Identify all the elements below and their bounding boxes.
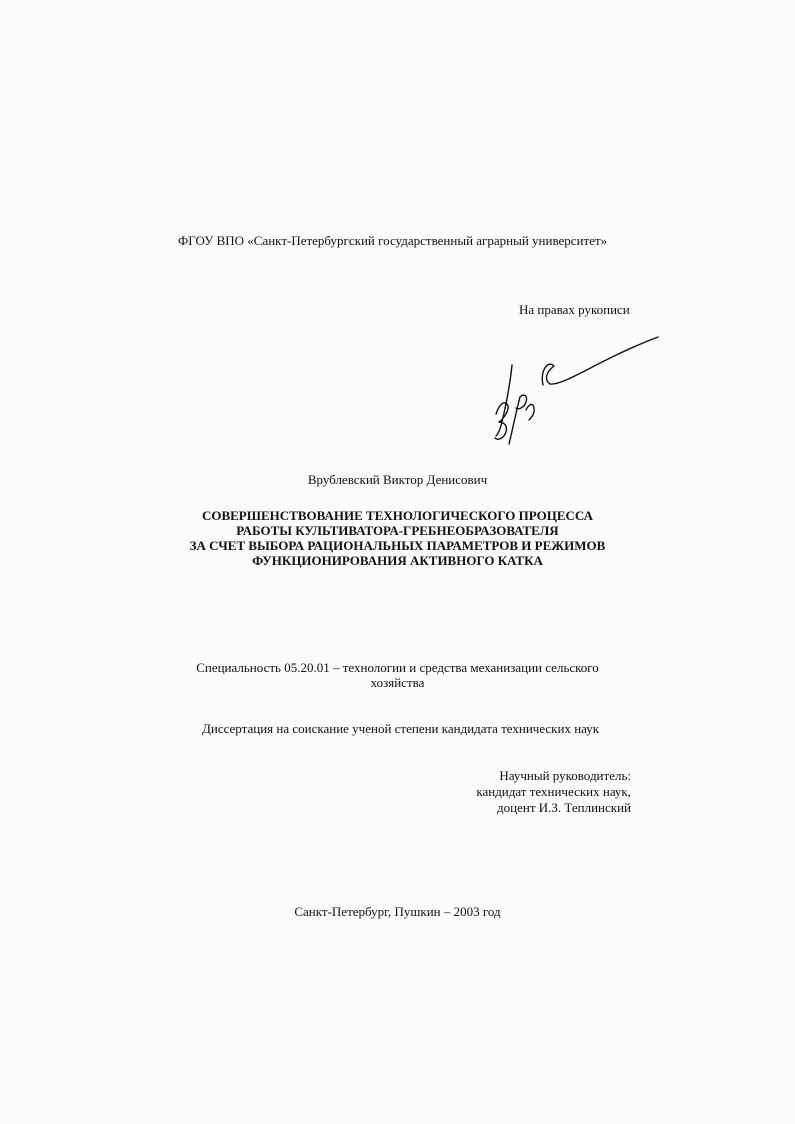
dissertation-title bbox=[0, 508, 795, 568]
supervisor-line: Научный руководитель: bbox=[499, 768, 631, 783]
manuscript-rights-note: На правах рукописи bbox=[519, 302, 630, 317]
title-line: ЗА СЧЕТ ВЫБОРА РАЦИОНАЛЬНЫХ ПАРАМЕТРОВ И РЕЖИМОВ bbox=[189, 538, 606, 553]
university-name: ФГОУ ВПО «Санкт-Петербургский государственный аграрный университет» bbox=[178, 233, 608, 248]
specialty-line: Специальность 05.20.01 – технологии и средства механизации сельского bbox=[196, 660, 599, 675]
title-line: РАБОТЫ КУЛЬТИВАТОРА-ГРЕБНЕОБРАЗОВАТЕЛЯ bbox=[236, 523, 559, 538]
degree-statement: Диссертация на соискание ученой степени кандидата технических наук bbox=[202, 721, 600, 736]
scientific-supervisor bbox=[476, 768, 631, 816]
handwritten-signature bbox=[482, 330, 664, 450]
title-line: ФУНКЦИОНИРОВАНИЯ АКТИВНОГО КАТКА bbox=[252, 553, 543, 568]
specialty-statement bbox=[0, 660, 795, 690]
specialty-line: хозяйства bbox=[370, 675, 425, 690]
supervisor-line: доцент И.З. Теплинский bbox=[497, 800, 631, 815]
supervisor-line: кандидат технических наук, bbox=[476, 784, 631, 799]
author-name: Врублевский Виктор Денисович bbox=[307, 472, 488, 487]
title-line: СОВЕРШЕНСТВОВАНИЕ ТЕХНОЛОГИЧЕСКОГО ПРОЦЕССА bbox=[201, 508, 594, 523]
place-and-year: Санкт-Петербург, Пушкин – 2003 год bbox=[294, 904, 501, 919]
